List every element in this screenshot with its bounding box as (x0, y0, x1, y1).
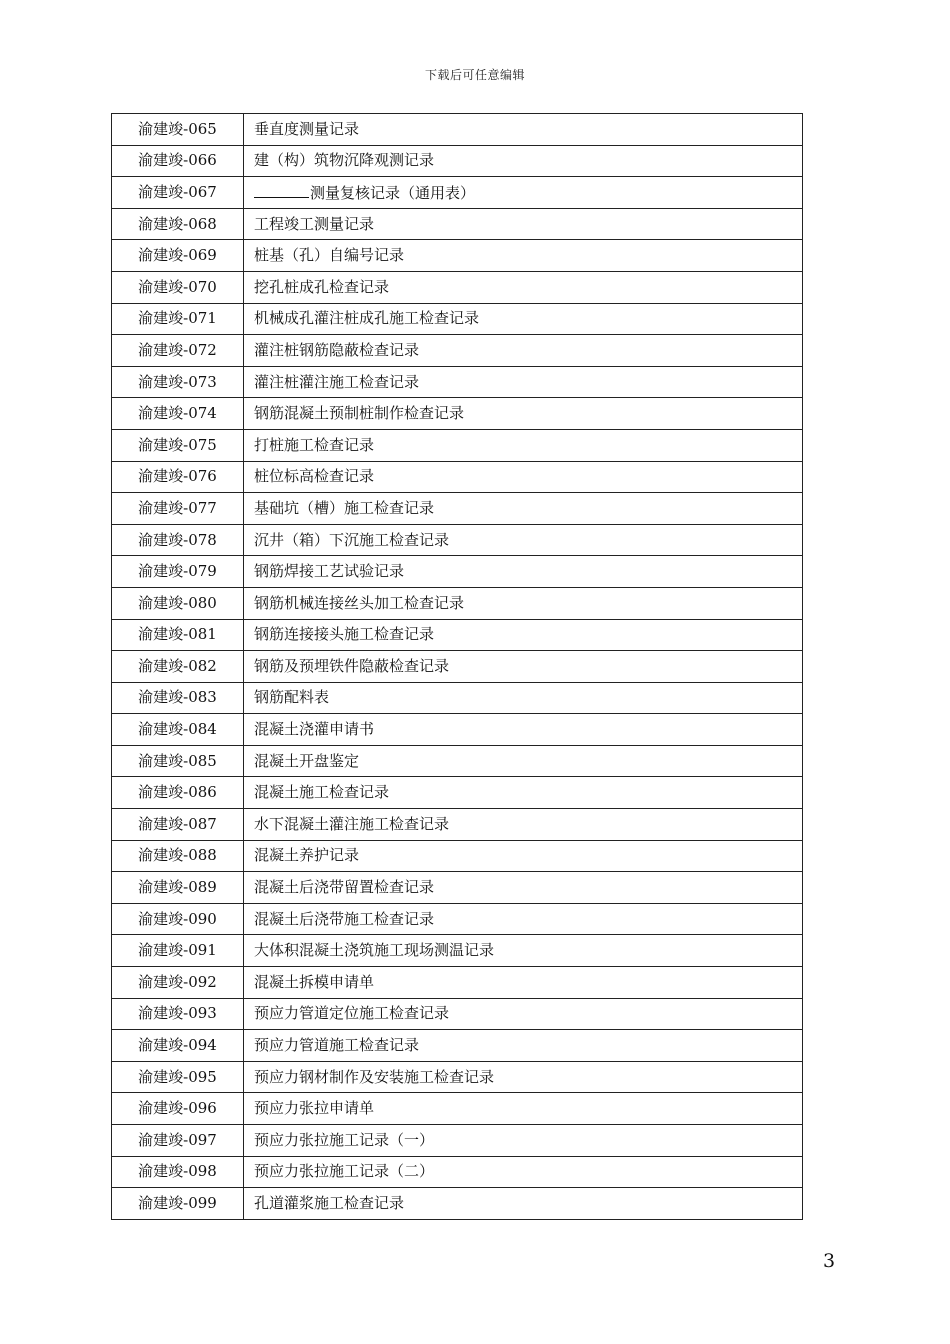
record-title (244, 967, 803, 999)
record-title-text: 基础坑（槽）施工检查记录 (254, 498, 435, 517)
record-title (244, 840, 803, 872)
record-title (244, 1061, 803, 1093)
table-row (112, 998, 803, 1030)
record-code: 渝建竣-091 (112, 935, 244, 967)
record-title (244, 872, 803, 904)
record-title (244, 1125, 803, 1157)
record-title (244, 303, 803, 335)
fill-in-blank (254, 183, 309, 198)
record-code: 渝建竣-092 (112, 967, 244, 999)
record-title (244, 240, 803, 272)
record-code: 渝建竣-080 (112, 587, 244, 619)
record-title-text: 测量复核记录（通用表） (310, 184, 476, 203)
record-title-text: 混凝土后浇带留置检查记录 (254, 878, 435, 897)
record-title-text: 钢筋机械连接丝头加工检查记录 (254, 593, 465, 612)
table-row (112, 1061, 803, 1093)
table-row (112, 587, 803, 619)
record-code: 渝建竣-073 (112, 366, 244, 398)
record-title (244, 1030, 803, 1062)
record-code: 渝建竣-067 (112, 177, 244, 209)
record-title-text: 灌注桩灌注施工检查记录 (254, 372, 420, 391)
record-title (244, 1188, 803, 1220)
record-code: 渝建竣-084 (112, 714, 244, 746)
record-title (244, 366, 803, 398)
record-code: 渝建竣-074 (112, 398, 244, 430)
record-code: 渝建竣-090 (112, 903, 244, 935)
record-title-text: 打桩施工检查记录 (254, 435, 375, 454)
record-title-text: 钢筋混凝土预制桩制作检查记录 (254, 404, 465, 423)
record-code: 渝建竣-068 (112, 208, 244, 240)
record-code: 渝建竣-066 (112, 145, 244, 177)
page-number: 3 (823, 1250, 836, 1272)
record-code: 渝建竣-069 (112, 240, 244, 272)
record-title (244, 682, 803, 714)
record-code: 渝建竣-089 (112, 872, 244, 904)
header-note: 下载后可任意编辑 (424, 68, 525, 82)
record-title-text: 混凝土拆模申请单 (254, 972, 375, 991)
record-title (244, 809, 803, 841)
record-title (244, 745, 803, 777)
record-title (244, 651, 803, 683)
record-title-text: 预应力钢材制作及安装施工检查记录 (254, 1067, 495, 1086)
table-row (112, 777, 803, 809)
record-code: 渝建竣-081 (112, 619, 244, 651)
record-title-text: 大体积混凝土浇筑施工现场测温记录 (254, 941, 495, 960)
record-title-text: 钢筋配料表 (254, 688, 330, 707)
table-body (112, 114, 803, 1220)
record-title-text: 混凝土施工检查记录 (254, 783, 390, 802)
record-title-text: 混凝土浇灌申请书 (254, 720, 375, 739)
record-title (244, 145, 803, 177)
table-row (112, 1093, 803, 1125)
record-title-text: 灌注桩钢筋隐蔽检查记录 (254, 340, 420, 359)
record-code: 渝建竣-097 (112, 1125, 244, 1157)
table-row (112, 745, 803, 777)
record-code: 渝建竣-071 (112, 303, 244, 335)
record-title (244, 208, 803, 240)
record-title-text: 钢筋焊接工艺试验记录 (254, 562, 405, 581)
table-row (112, 208, 803, 240)
table-row (112, 619, 803, 651)
record-code: 渝建竣-099 (112, 1188, 244, 1220)
record-title-text: 机械成孔灌注桩成孔施工检查记录 (254, 309, 480, 328)
record-title-text: 钢筋及预埋铁件隐蔽检查记录 (254, 656, 450, 675)
record-title-text: 钢筋连接接头施工检查记录 (254, 625, 435, 644)
table-row (112, 935, 803, 967)
record-title-text: 混凝土养护记录 (254, 846, 360, 865)
table-row (112, 1156, 803, 1188)
record-title (244, 461, 803, 493)
record-title (244, 935, 803, 967)
record-index-table (111, 113, 803, 1220)
table-row (112, 651, 803, 683)
record-code: 渝建竣-076 (112, 461, 244, 493)
record-code: 渝建竣-087 (112, 809, 244, 841)
table-row (112, 967, 803, 999)
table-row (112, 840, 803, 872)
record-code: 渝建竣-083 (112, 682, 244, 714)
table-row (112, 556, 803, 588)
record-title-text: 建（构）筑物沉降观测记录 (254, 151, 435, 170)
record-title-text: 工程竣工测量记录 (254, 214, 375, 233)
record-title (244, 177, 803, 209)
table-row (112, 682, 803, 714)
table-row (112, 303, 803, 335)
record-title (244, 271, 803, 303)
table-row (112, 1030, 803, 1062)
record-code: 渝建竣-082 (112, 651, 244, 683)
table-row (112, 714, 803, 746)
record-title (244, 1156, 803, 1188)
record-code: 渝建竣-070 (112, 271, 244, 303)
table-row (112, 429, 803, 461)
record-title-text: 挖孔桩成孔检查记录 (254, 277, 390, 296)
record-code: 渝建竣-094 (112, 1030, 244, 1062)
record-title-text: 混凝土后浇带施工检查记录 (254, 909, 435, 928)
record-code: 渝建竣-096 (112, 1093, 244, 1125)
record-code: 渝建竣-078 (112, 524, 244, 556)
table-row (112, 809, 803, 841)
table-row (112, 177, 803, 209)
record-code: 渝建竣-085 (112, 745, 244, 777)
table-row (112, 903, 803, 935)
record-code: 渝建竣-079 (112, 556, 244, 588)
record-code: 渝建竣-088 (112, 840, 244, 872)
record-code: 渝建竣-086 (112, 777, 244, 809)
record-title-text: 垂直度测量记录 (254, 119, 360, 138)
record-title-text: 预应力管道施工检查记录 (254, 1036, 420, 1055)
table-row (112, 493, 803, 525)
record-title (244, 493, 803, 525)
table-row (112, 1188, 803, 1220)
record-title-text: 孔道灌浆施工检查记录 (254, 1193, 405, 1212)
table-row (112, 398, 803, 430)
record-title (244, 587, 803, 619)
record-title (244, 1093, 803, 1125)
table-row (112, 1125, 803, 1157)
table-row (112, 524, 803, 556)
record-title-text: 预应力张拉施工记录（一） (254, 1130, 435, 1149)
record-title-text: 桩位标高检查记录 (254, 467, 375, 486)
record-title-text: 沉井（箱）下沉施工检查记录 (254, 530, 450, 549)
record-title (244, 114, 803, 146)
table-row (112, 271, 803, 303)
table-row (112, 461, 803, 493)
record-title (244, 398, 803, 430)
record-title-text: 水下混凝土灌注施工检查记录 (254, 814, 450, 833)
record-title (244, 524, 803, 556)
record-code: 渝建竣-098 (112, 1156, 244, 1188)
table-row (112, 145, 803, 177)
record-title-text: 混凝土开盘鉴定 (254, 751, 360, 770)
table-row (112, 240, 803, 272)
record-title (244, 619, 803, 651)
record-title (244, 903, 803, 935)
record-code: 渝建竣-065 (112, 114, 244, 146)
record-title-text: 预应力张拉申请单 (254, 1099, 375, 1118)
table-row (112, 335, 803, 367)
record-code: 渝建竣-075 (112, 429, 244, 461)
record-title-text: 预应力张拉施工记录（二） (254, 1162, 435, 1181)
record-title (244, 714, 803, 746)
record-title-text: 桩基（孔）自编号记录 (254, 246, 405, 265)
record-title-text: 预应力管道定位施工检查记录 (254, 1004, 450, 1023)
record-title (244, 335, 803, 367)
table-row (112, 366, 803, 398)
table-row (112, 872, 803, 904)
record-code: 渝建竣-072 (112, 335, 244, 367)
record-title (244, 556, 803, 588)
record-code: 渝建竣-095 (112, 1061, 244, 1093)
record-title (244, 998, 803, 1030)
record-code: 渝建竣-093 (112, 998, 244, 1030)
table-row (112, 114, 803, 146)
record-title (244, 777, 803, 809)
record-title (244, 429, 803, 461)
record-code: 渝建竣-077 (112, 493, 244, 525)
